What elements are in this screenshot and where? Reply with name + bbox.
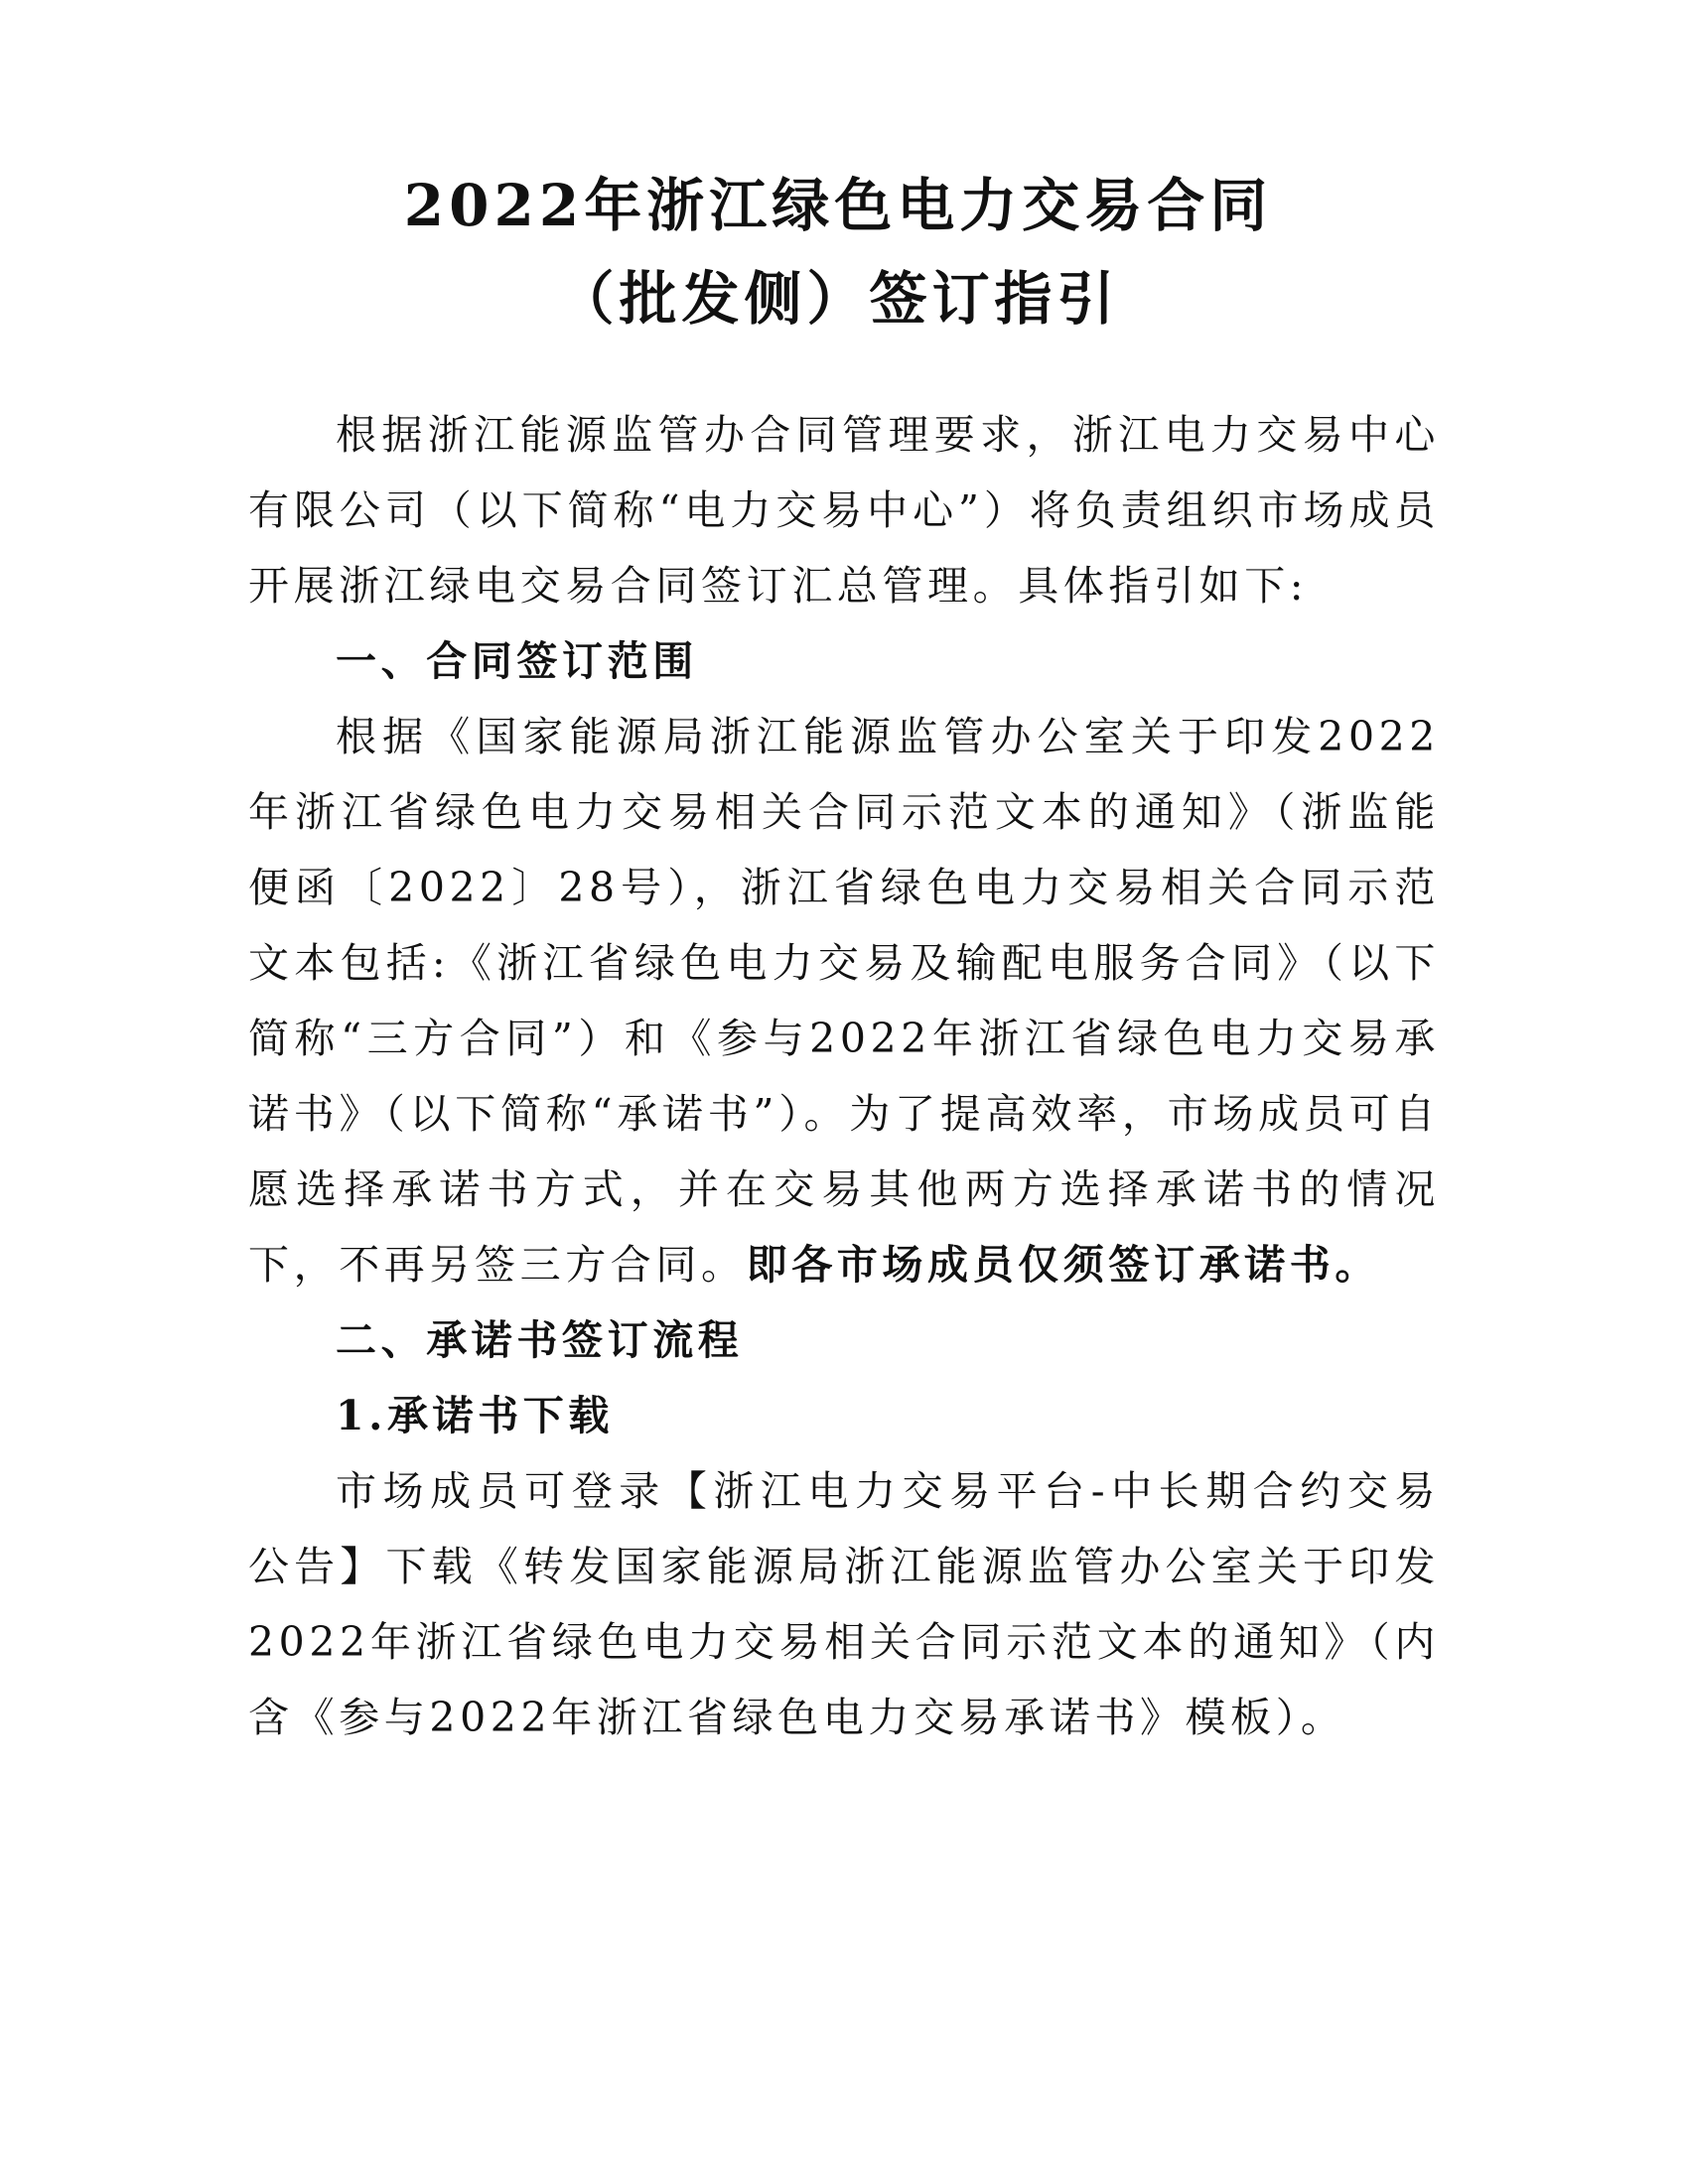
document-title-line-1: 2022年浙江绿色电力交易合同 bbox=[403, 172, 1273, 239]
section-2-sub-1-heading: 1.承诺书下载 bbox=[336, 1392, 615, 1439]
document-title-line-2: （批发侧）签订指引 bbox=[556, 265, 1120, 333]
section-1-body bbox=[248, 699, 1440, 1302]
section-1-body-text: 根据《国家能源局浙江能源监管办公室关于印发2022年浙江省绿色电力交易相关合同示范文本的通知》（浙监能便函〔2022〕28号），浙江省绿色电力交易相关合同示范文本包括:《浙江省绿色电力交易及输配电服务合同》（以下简称“三方合同”）和《参与2022年浙江省绿色电力交易承诺书》（以下简称“承诺书”）。为了提高效率，市场成员可自愿选择承诺书方式，并在交易其他两方选择承诺书的情况下，不再另签三方合同。 bbox=[248, 713, 1440, 1289]
section-2-sub-1-body: 市场成员可登录【浙江电力交易平台-中长期合约交易公告】下载《转发国家能源局浙江能源监管办公室关于印发2022年浙江省绿色电力交易相关合同示范文本的通知》（内含《参与2022年浙江省绿色电力交易承诺书》模板）。 bbox=[248, 1467, 1440, 1741]
intro-paragraph: 根据浙江能源监管办合同管理要求，浙江电力交易中心有限公司（以下简称“电力交易中心”）将负责组织市场成员开展浙江绿电交易合同签订汇总管理。具体指引如下: bbox=[248, 411, 1440, 610]
document-page bbox=[248, 159, 1440, 1755]
section-2-heading: 二、承诺书签订流程 bbox=[336, 1316, 744, 1364]
section-1-heading: 一、合同签订范围 bbox=[336, 637, 698, 685]
title-spacer bbox=[248, 345, 1440, 397]
section-1-emphasis: 即各市场成员仅须签订承诺书。 bbox=[746, 1241, 1381, 1289]
